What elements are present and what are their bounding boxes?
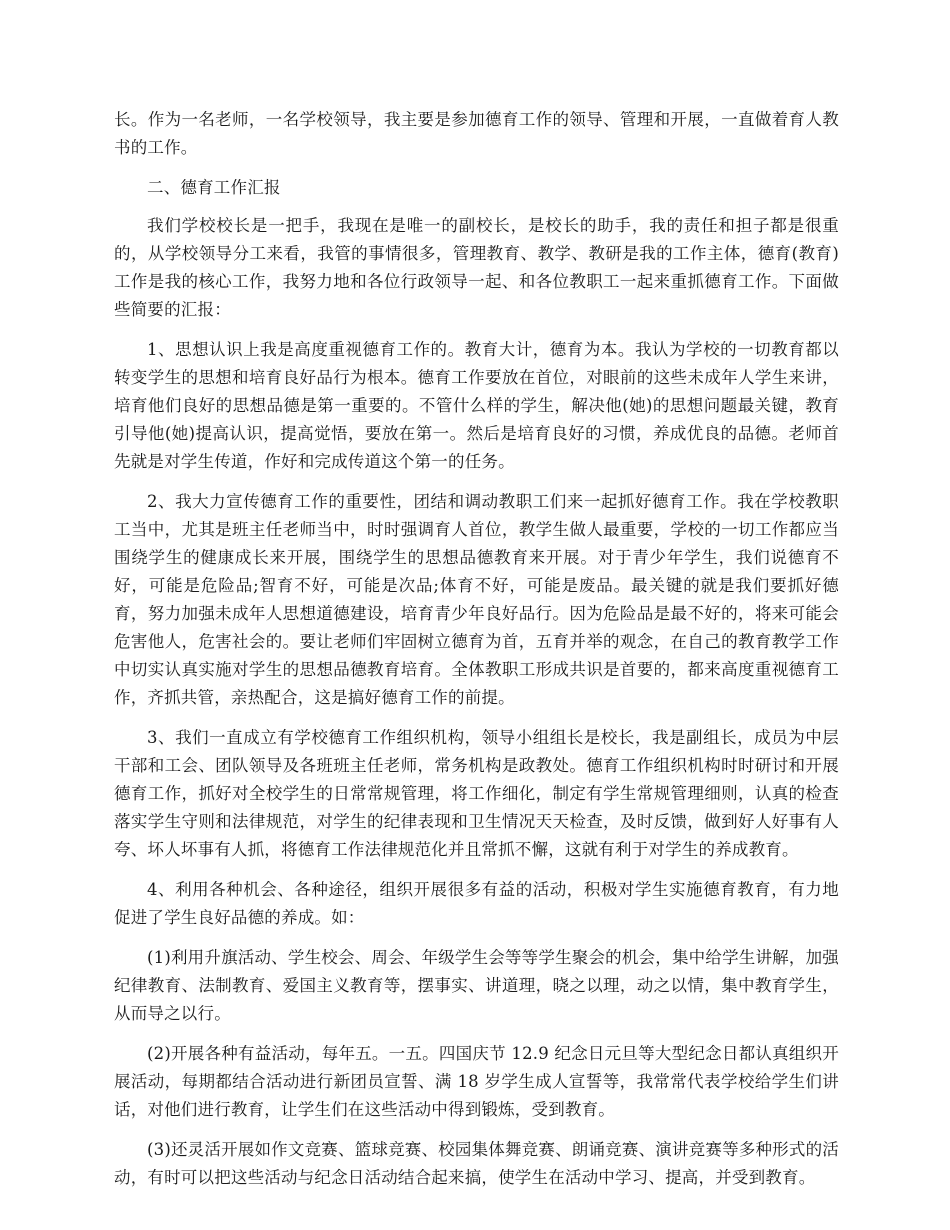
paragraph-intro-continued: 长。作为一名老师，一名学校领导，我主要是参加德育工作的领导、管理和开展，一直做着育人教书的工作。: [114, 110, 839, 157]
paragraph-subitem-3: (3)还灵活开展如作文竞赛、篮球竞赛、校园集体舞竞赛、朗诵竞赛、演讲竞赛等多种形式的活动，有时可以把这些活动与纪念日活动结合起来搞，使学生在活动中学习、提高，并受到教育。: [114, 1140, 839, 1187]
section-heading-moral-education-report: 二、德育工作汇报: [147, 178, 281, 197]
paragraph-subitem-2: (2)开展各种有益活动，每年五。一五。四国庆节 12.9 纪念日元旦等大型纪念日都认真组织开展活动，每期都结合活动进行新团员宣誓、满 18 岁学生成人宣誓等，我常常代表学校给学生们讲话，对他们进行教育，让学生们在这些活动中得到锻炼，受到教育。: [114, 1044, 839, 1119]
paragraph-subitem-1: (1)利用升旗活动、学生校会、周会、年级学生会等等学生聚会的机会，集中给学生讲解，加强纪律教育、法制教育、爱国主义教育等，摆事实、讲道理，晓之以理，动之以情，集中教育学生，从而导之以行。: [114, 948, 839, 1023]
paragraph-overview: 我们学校校长是一把手，我现在是唯一的副校长，是校长的助手，我的责任和担子都是很重的，从学校领导分工来看，我管的事情很多，管理教育、教学、教研是我的工作主体，德育(教育)工作是我的核心工作，我努力地和各位行政领导一起、和各位教职工一起来重抓德育工作。下面做些简要的汇报：: [114, 216, 839, 319]
paragraph-item-4: 4、利用各种机会、各种途径，组织开展很多有益的活动，积极对学生实施德育教育，有力地促进了学生良好品德的养成。如：: [114, 880, 839, 927]
paragraph-item-3: 3、我们一直成立有学校德育工作组织机构，领导小组组长是校长，我是副组长，成员为中层干部和工会、团队领导及各班班主任老师，常务机构是政教处。德育工作组织机构时时研讨和开展德育工作，抓好对全校学生的日常常规管理，将工作细化，制定有学生常规管理细则，认真的检查落实学生守则和法律规范，对学生的纪律表现和卫生情况天天检查，及时反馈，做到好人好事有人夸、坏人坏事有人抓，将德育工作法律规范化并且常抓不懈，这就有利于对学生的养成教育。: [114, 728, 839, 859]
document-page: [114, 106, 839, 1204]
paragraph-item-1: 1、思想认识上我是高度重视德育工作的。教育大计，德育为本。我认为学校的一切教育都以转变学生的思想和培育良好品行为根本。德育工作要放在首位，对眼前的这些未成年人学生来讲，培育他们良好的思想品德是第一重要的。不管什么样的学生，解决他(她)的思想问题最关键，教育引导他(她)提高认识，提高觉悟，要放在第一。然后是培育良好的习惯，养成优良的品德。老师首先就是对学生传道，作好和完成传道这个第一的任务。: [114, 340, 839, 471]
paragraph-item-2: 2、我大力宣传德育工作的重要性，团结和调动教职工们来一起抓好德育工作。我在学校教职工当中，尤其是班主任老师当中，时时强调育人首位，教学生做人最重要，学校的一切工作都应当围绕学生的健康成长来开展，围绕学生的思想品德教育来开展。对于青少年学生，我们说德育不好，可能是危险品;智育不好，可能是次品;体育不好，可能是废品。最关键的就是我们要抓好德育，努力加强未成年人思想道德建设，培育青少年良好品行。因为危险品是最不好的，将来可能会危害他人，危害社会的。要让老师们牢固树立德育为首，五育并举的观念，在自己的教育教学工作中切实认真实施对学生的思想品德教育培育。全体教职工形成共识是首要的，都来高度重视德育工作，齐抓共管，亲热配合，这是搞好德育工作的前提。: [114, 492, 839, 707]
